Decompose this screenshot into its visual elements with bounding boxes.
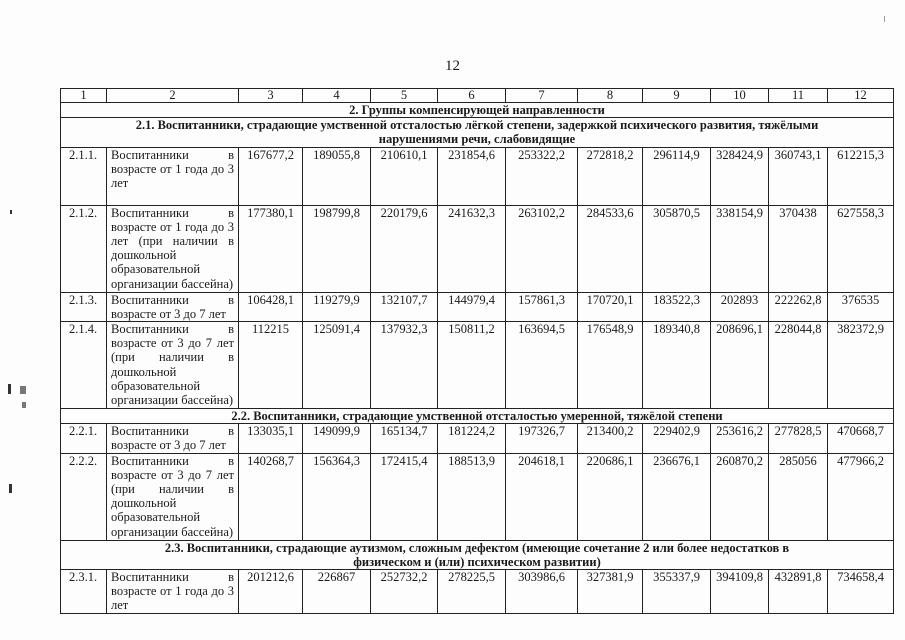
- cost-value: 137932,3: [371, 322, 438, 409]
- scan-mark: [8, 384, 11, 394]
- section-heading-row: [61, 118, 894, 147]
- tariff-table: [60, 88, 894, 614]
- scan-mark: [10, 210, 12, 214]
- table-row: [61, 205, 894, 292]
- column-header: 8: [578, 89, 643, 103]
- section-heading-row: [61, 103, 894, 118]
- table-row: [61, 453, 894, 540]
- cost-value: 202893: [711, 292, 769, 321]
- cost-value: 170720,1: [578, 292, 643, 321]
- cost-value: 189340,8: [643, 322, 711, 409]
- cost-value: 157861,3: [506, 292, 578, 321]
- cost-value: 252732,2: [371, 570, 438, 614]
- cost-value: 370438: [769, 205, 828, 292]
- cost-value: 627558,3: [828, 205, 894, 292]
- column-header: 11: [769, 89, 828, 103]
- section-heading-text: 2.3. Воспитанники, страдающие аутизмом, сложным дефектом (имеющие сочетание 2 или более недостатков в физическом и (или) психическом развитии): [164, 540, 790, 569]
- cost-value: 231854,6: [438, 147, 506, 205]
- cost-value: 198799,8: [303, 205, 371, 292]
- cost-value: 144979,4: [438, 292, 506, 321]
- cost-value: 277828,5: [769, 424, 828, 453]
- row-code: 2.1.4.: [61, 322, 107, 409]
- section-heading-row: [61, 540, 894, 569]
- cost-value: 236676,1: [643, 453, 711, 540]
- table-row: [61, 147, 894, 205]
- cost-value: 165134,7: [371, 424, 438, 453]
- section-heading: [61, 409, 894, 424]
- scan-mark: [20, 386, 26, 394]
- cost-value: 132107,7: [371, 292, 438, 321]
- section-heading-text: 2.2. Воспитанники, страдающие умственной отсталостью умеренной, тяжёлой степени: [231, 409, 723, 424]
- row-description: Воспитанники в возрасте от 1 года до 3 лет: [107, 570, 239, 614]
- cost-value: 197326,7: [506, 424, 578, 453]
- cost-value: 394109,8: [711, 570, 769, 614]
- section-heading: [61, 118, 894, 147]
- column-number-row: [61, 89, 894, 103]
- column-header: 6: [438, 89, 506, 103]
- cost-value: 163694,5: [506, 322, 578, 409]
- scan-mark: [22, 402, 26, 408]
- section-heading-text: 2. Группы компенсирующей направленности: [349, 103, 605, 117]
- row-description: Воспитанники в возрасте от 3 до 7 лет (при наличии в дошкольной образовательной организации бассейна): [107, 453, 239, 540]
- section-heading-row: [61, 409, 894, 424]
- table-row: [61, 424, 894, 453]
- column-header: 10: [711, 89, 769, 103]
- cost-value: 119279,9: [303, 292, 371, 321]
- scan-mark: [9, 484, 12, 493]
- cost-value: 181224,2: [438, 424, 506, 453]
- cost-value: 204618,1: [506, 453, 578, 540]
- cost-value: 376535: [828, 292, 894, 321]
- row-description: Воспитанники в возрасте от 1 года до 3 лет: [107, 147, 239, 205]
- cost-value: 150811,2: [438, 322, 506, 409]
- cost-value: 734658,4: [828, 570, 894, 614]
- cost-value: 328424,9: [711, 147, 769, 205]
- cost-value: 260870,2: [711, 453, 769, 540]
- row-code: 2.2.1.: [61, 424, 107, 453]
- column-header: 9: [643, 89, 711, 103]
- cost-value: 263102,2: [506, 205, 578, 292]
- cost-value: 253616,2: [711, 424, 769, 453]
- cost-value: 208696,1: [711, 322, 769, 409]
- cost-value: 303986,6: [506, 570, 578, 614]
- cost-value: 149099,9: [303, 424, 371, 453]
- cost-value: 355337,9: [643, 570, 711, 614]
- cost-value: 213400,2: [578, 424, 643, 453]
- cost-value: 278225,5: [438, 570, 506, 614]
- column-header: 4: [303, 89, 371, 103]
- cost-value: 338154,9: [711, 205, 769, 292]
- cost-value: 176548,9: [578, 322, 643, 409]
- cost-value: 360743,1: [769, 147, 828, 205]
- cost-value: 241632,3: [438, 205, 506, 292]
- cost-value: 106428,1: [239, 292, 303, 321]
- cost-value: 140268,7: [239, 453, 303, 540]
- row-description: Воспитанники в возрасте от 3 до 7 лет: [107, 292, 239, 321]
- cost-value: 382372,9: [828, 322, 894, 409]
- row-description: Воспитанники в возрасте от 1 года до 3 лет (при наличии в дошкольной образовательной организации бассейна): [107, 205, 239, 292]
- cost-value: 327381,9: [578, 570, 643, 614]
- cost-value: 201212,6: [239, 570, 303, 614]
- cost-value: 253322,2: [506, 147, 578, 205]
- page-number: 12: [445, 58, 460, 74]
- row-code: 2.1.1.: [61, 147, 107, 205]
- cost-value: 172415,4: [371, 453, 438, 540]
- column-header: 1: [61, 89, 107, 103]
- cost-value: 125091,4: [303, 322, 371, 409]
- row-code: 2.1.3.: [61, 292, 107, 321]
- cost-value: 228044,8: [769, 322, 828, 409]
- scan-mark: [884, 16, 885, 22]
- cost-value: 189055,8: [303, 147, 371, 205]
- cost-value: 470668,7: [828, 424, 894, 453]
- cost-value: 285056: [769, 453, 828, 540]
- cost-value: 210610,1: [371, 147, 438, 205]
- cost-value: 477966,2: [828, 453, 894, 540]
- cost-value: 272818,2: [578, 147, 643, 205]
- cost-value: 296114,9: [643, 147, 711, 205]
- cost-value: 112215: [239, 322, 303, 409]
- cost-value: 229402,9: [643, 424, 711, 453]
- cost-value: 220179,6: [371, 205, 438, 292]
- column-header: 5: [371, 89, 438, 103]
- cost-value: 156364,3: [303, 453, 371, 540]
- cost-value: 226867: [303, 570, 371, 614]
- cost-value: 220686,1: [578, 453, 643, 540]
- row-description: Воспитанники в возрасте от 3 до 7 лет (при наличии в дошкольной образовательной организации бассейна): [107, 322, 239, 409]
- table-row: [61, 322, 894, 409]
- section-heading: [61, 103, 894, 118]
- row-description: Воспитанники в возрасте от 3 до 7 лет: [107, 424, 239, 453]
- cost-value: 612215,3: [828, 147, 894, 205]
- row-code: 2.1.2.: [61, 205, 107, 292]
- cost-value: 284533,6: [578, 205, 643, 292]
- table-row: [61, 292, 894, 321]
- column-header: 3: [239, 89, 303, 103]
- cost-value: 222262,8: [769, 292, 828, 321]
- cost-value: 183522,3: [643, 292, 711, 321]
- column-header: 12: [828, 89, 894, 103]
- section-heading-text: 2.1. Воспитанники, страдающие умственной отсталостью лёгкой степени, задержкой психического развития, тяжёлыми нарушениями речи, слабовидящие: [135, 118, 819, 147]
- cost-value: 177380,1: [239, 205, 303, 292]
- cost-value: 305870,5: [643, 205, 711, 292]
- cost-value: 133035,1: [239, 424, 303, 453]
- column-header: 2: [107, 89, 239, 103]
- cost-value: 432891,8: [769, 570, 828, 614]
- row-code: 2.2.2.: [61, 453, 107, 540]
- row-code: 2.3.1.: [61, 570, 107, 614]
- table-row: [61, 570, 894, 614]
- column-header: 7: [506, 89, 578, 103]
- cost-value: 188513,9: [438, 453, 506, 540]
- section-heading: [61, 540, 894, 569]
- cost-value: 167677,2: [239, 147, 303, 205]
